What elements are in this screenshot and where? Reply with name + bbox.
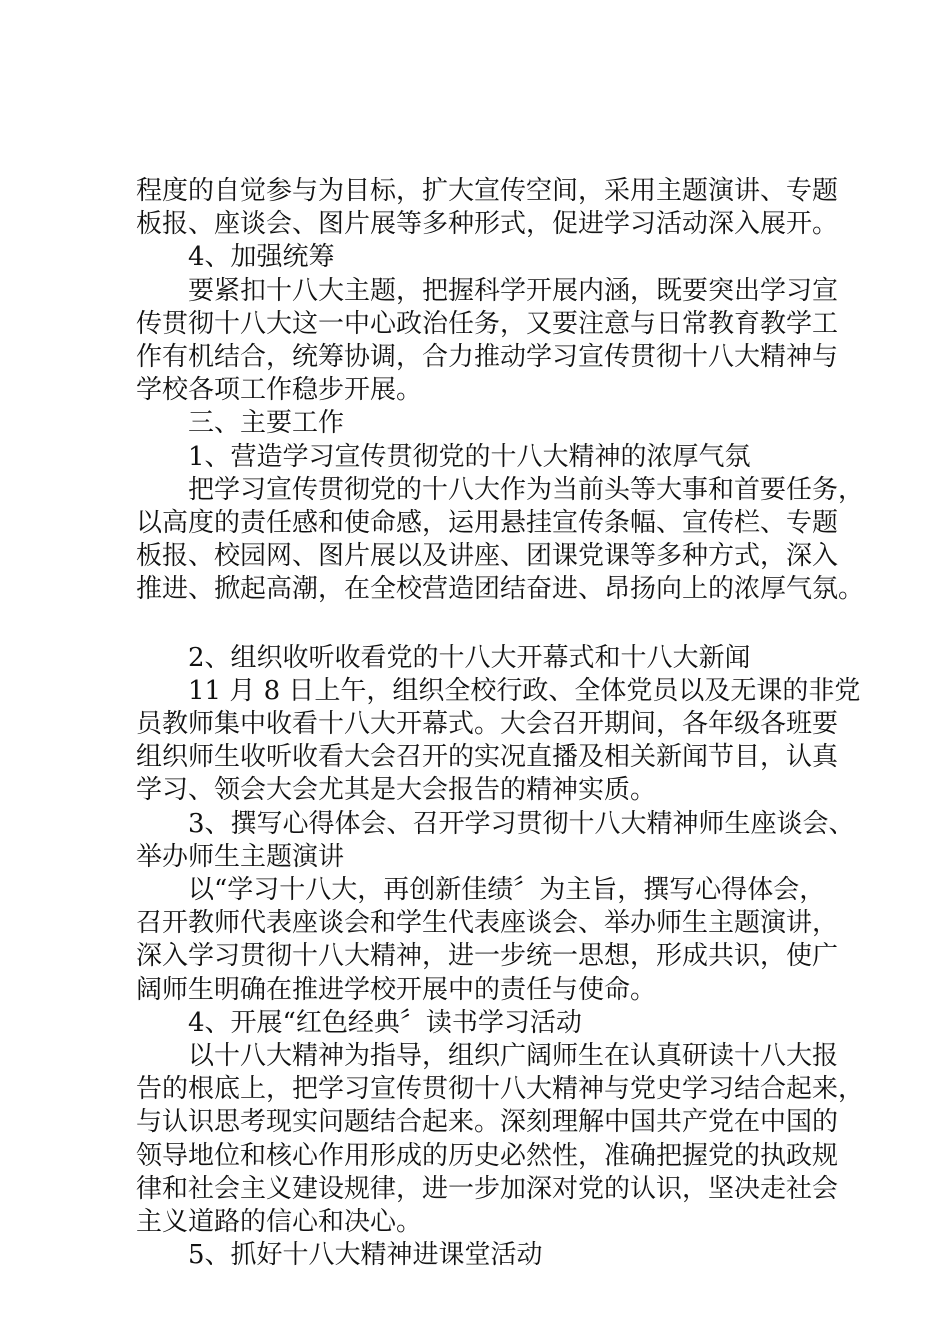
body-line: 程度的自觉参与为目标，扩大宣传空间，采用主题演讲、专题 xyxy=(136,176,839,206)
body-line: 律和社会主义建设规律，进一步加深对党的认识，坚决走社会 xyxy=(136,1173,839,1204)
body-line: 组织师生收听收看大会召开的实况直播及相关新闻节目，认真 xyxy=(136,742,839,773)
paragraph-gap xyxy=(136,607,836,642)
body-line: 把学习宣传贯彻党的十八大作为当前头等大事和首要任务， xyxy=(188,474,865,505)
section-heading: 三、主要工作 xyxy=(188,408,345,439)
section-heading: 3、撰写心得体会、召开学习贯彻十八大精神师生座谈会、 xyxy=(188,808,855,839)
body-line: 员教师集中收看十八大开幕式。大会召开期间，各年级各班要 xyxy=(136,709,839,740)
body-line: 作有机结合，统筹协调，合力推动学习宣传贯彻十八大精神与 xyxy=(136,342,839,373)
section-heading: 4、加强统筹 xyxy=(188,242,335,273)
body-line: 召开教师代表座谈会和学生代表座谈会、举办师生主题演讲， xyxy=(136,908,839,939)
body-line: 以高度的责任感和使命感，运用悬挂宣传条幅、宣传栏、专题 xyxy=(136,508,839,539)
section-heading: 举办师生主题演讲 xyxy=(136,841,345,872)
body-line: 深入学习贯彻十八大精神，进一步统一思想，形成共识，使广 xyxy=(136,941,839,972)
section-heading: 4、开展“红色经典〞读书学习活动 xyxy=(188,1007,582,1038)
body-line: 以“学习十八大，再创新佳绩〞为主旨，撰写心得体会， xyxy=(188,875,826,906)
body-line: 要紧扣十八大主题，把握科学开展内涵，既要突出学习宣 xyxy=(188,275,839,306)
body-line: 告的根底上，把学习宣传贯彻十八大精神与党史学习结合起来， xyxy=(136,1074,865,1105)
body-line: 以十八大精神为指导，组织广阔师生在认真研读十八大报 xyxy=(188,1041,839,1072)
body-line: 与认识思考现实问题结合起来。深刻理解中国共产党在中国的 xyxy=(136,1107,839,1138)
body-line: 板报、座谈会、图片展等多种形式，促进学习活动深入展开。 xyxy=(136,209,839,240)
document-body xyxy=(136,175,865,1273)
body-line: 学习、领会大会尤其是大会报告的精神实质。 xyxy=(136,775,657,806)
section-heading: 1、营造学习宣传贯彻党的十八大精神的浓厚气氛 xyxy=(188,441,751,472)
body-line: 学校各项工作稳步开展。 xyxy=(136,375,423,406)
body-line: 主义道路的信心和决心。 xyxy=(136,1207,423,1238)
body-line: 领导地位和核心作用形成的历史必然性，准确把握党的执政规 xyxy=(136,1140,839,1171)
section-heading: 2、组织收听收看党的十八大开幕式和十八大新闻 xyxy=(188,642,751,673)
body-line: 阔师生明确在推进学校开展中的责任与使命。 xyxy=(136,974,657,1005)
body-line: 板报、校园网、图片展以及讲座、团课党课等多种方式，深入 xyxy=(136,541,839,572)
section-heading: 5、抓好十八大精神进课堂活动 xyxy=(188,1240,543,1271)
body-line: 11 月 8 日上午，组织全校行政、全体党员以及无课的非党 xyxy=(188,675,861,706)
body-line: 推进、掀起高潮，在全校营造团结奋进、昂扬向上的浓厚气氛。 xyxy=(136,574,865,605)
body-line: 传贯彻十八大这一中心政治任务，又要注意与日常教育教学工 xyxy=(136,308,839,339)
